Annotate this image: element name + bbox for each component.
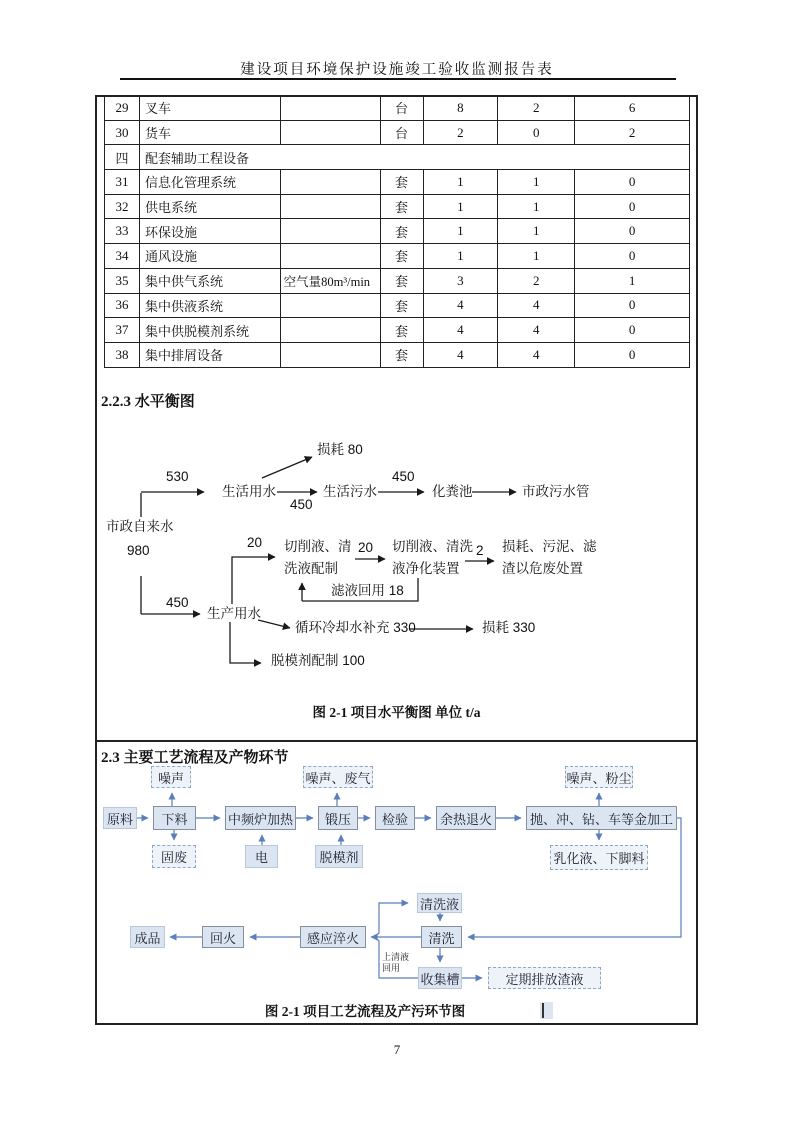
table-cell: 1 [423,194,498,219]
table-cell: 34 [105,244,140,269]
header-divider [120,78,676,80]
water-node-loss-80: 损耗 80 [317,442,363,457]
table-cell: 0 [575,293,690,318]
process-node-inspection: 检验 [375,806,415,830]
water-node-production-water: 生产用水 [207,606,261,621]
table-cell [280,293,380,318]
process-diagram-caption: 图 2-1 项目工艺流程及产污环节图 [264,1004,466,1019]
table-cell: 四 [105,145,140,170]
table-cell: 4 [423,318,498,343]
table-cell [280,244,380,269]
line2: 液净化装置 [392,561,460,576]
table-row [105,194,690,219]
table-cell: 0 [498,120,575,145]
page-number: 7 [393,1042,401,1057]
table-cell: 1 [498,194,575,219]
table-cell: 台 [380,96,423,121]
table-cell [280,194,380,219]
process-node-periodic-discharge: 定期排放渣液 [488,967,601,989]
process-node-noise-gas: 噪声、废气 [303,766,373,788]
process-node-tempering: 回火 [202,926,244,948]
water-node-cutting-fluid-prep [284,536,352,580]
table-cell: 38 [105,342,140,367]
table-cell: 1 [498,219,575,244]
water-flow-450-production: 450 [166,595,189,610]
table-cell: 29 [105,96,140,121]
table-cell: 集中排屑设备 [139,342,280,367]
table-row [105,96,690,121]
table-cell: 4 [423,342,498,367]
table-cell: 环保设施 [139,219,280,244]
table-cell: 套 [380,194,423,219]
table-cell: 空气量80m³/min [280,268,380,293]
process-node-solid-waste: 固废 [152,845,196,868]
process-node-noise: 噪声 [151,766,191,788]
water-node-septic-tank: 化粪池 [432,484,473,499]
process-node-cleaning-fluid: 清洗液 [417,893,462,913]
table-cell: 套 [380,268,423,293]
process-node-induction-quenching: 感应淬火 [300,926,366,948]
table-cell [280,342,380,367]
table-cell: 1 [423,244,498,269]
equipment-table-body [105,96,690,368]
table-cell: 集中供气系统 [139,268,280,293]
table-cell: 套 [380,293,423,318]
water-flow-450-sewage: 450 [290,497,313,512]
table-cell: 套 [380,219,423,244]
process-node-electricity: 电 [245,845,278,868]
process-node-raw-material: 原料 [103,807,137,829]
table-cell: 套 [380,342,423,367]
table-cell: 4 [498,318,575,343]
water-node-cooling-makeup-330: 循环冷却水补充 330 [295,620,416,635]
table-row [105,318,690,343]
water-node-loss-330: 损耗 330 [482,620,536,635]
process-node-emulsion-scrap: 乳化液、下脚料 [550,845,648,870]
text-cursor-artifact [540,1002,553,1019]
water-flow-20-purify: 20 [358,540,374,555]
table-cell: 35 [105,268,140,293]
table-cell: 集中供脱模剂系统 [139,318,280,343]
table-cell: 2 [498,96,575,121]
table-cell [280,219,380,244]
line1: 上清液 [382,952,410,962]
process-node-forging: 锻压 [318,806,358,830]
table-cell: 36 [105,293,140,318]
table-cell: 4 [498,293,575,318]
table-cell: 套 [380,318,423,343]
process-node-metal-machining: 抛、冲、钻、车等金加工 [526,806,677,830]
table-cell: 8 [423,96,498,121]
table-cell [280,318,380,343]
water-flow-20-prep: 20 [247,535,263,550]
process-node-annealing: 余热退火 [436,806,496,830]
table-cell: 1 [498,170,575,195]
table-cell: 供电系统 [139,194,280,219]
water-node-domestic-water: 生活用水 [222,484,276,499]
process-label-supernatant-reuse [382,952,409,974]
water-diagram-caption: 图 2-1 项目水平衡图 单位 t/a [312,705,481,720]
table-cell: 集中供液系统 [139,293,280,318]
line1: 切削液、清洗 [392,539,473,554]
water-node-municipal-sewer: 市政污水管 [522,484,590,499]
table-cell: 0 [575,194,690,219]
table-cell: 货车 [139,120,280,145]
water-node-hazardous-waste [502,536,597,580]
table-cell: 信息化管理系统 [139,170,280,195]
table-cell: 0 [575,342,690,367]
table-cell: 配套辅助工程设备 [139,145,689,170]
table-cell: 37 [105,318,140,343]
process-node-cutting: 下料 [153,806,196,830]
table-cell: 30 [105,120,140,145]
table-row [105,268,690,293]
water-value-980: 980 [127,543,150,558]
process-node-collection-tank: 收集槽 [418,967,462,989]
table-cell: 0 [575,219,690,244]
table-row [105,219,690,244]
water-node-municipal-water: 市政自来水 [106,519,174,534]
table-cell: 1 [423,170,498,195]
line2: 渣以危废处置 [502,561,583,576]
table-cell: 31 [105,170,140,195]
table-cell: 套 [380,244,423,269]
table-row [105,120,690,145]
process-node-release-agent: 脱模剂 [315,845,363,868]
table-cell: 6 [575,96,690,121]
table-cell: 套 [380,170,423,195]
table-cell [280,96,380,121]
water-flow-450-septic: 450 [392,469,415,484]
line1: 切削液、清 [284,539,352,554]
water-flow-filtrate-reuse-18: 滤液回用 18 [331,583,404,598]
section-heading-process-flow: 2.3 主要工艺流程及产物环节 [101,750,289,766]
table-cell: 叉车 [139,96,280,121]
process-node-cleaning: 清洗 [421,926,462,948]
table-cell: 2 [498,268,575,293]
table-cell: 通风设施 [139,244,280,269]
table-cell: 0 [575,170,690,195]
table-cell: 32 [105,194,140,219]
table-cell [280,170,380,195]
water-node-domestic-sewage: 生活污水 [323,484,377,499]
table-cell: 33 [105,219,140,244]
water-node-release-agent-prep-100: 脱模剂配制 100 [271,653,365,668]
table-cell: 1 [575,268,690,293]
section-heading-water-balance: 2.2.3 水平衡图 [101,394,195,410]
table-cell [280,120,380,145]
process-node-noise-dust: 噪声、粉尘 [565,766,633,788]
table-row [105,293,690,318]
table-row [105,244,690,269]
equipment-table [104,95,690,368]
table-cell: 0 [575,244,690,269]
process-node-furnace-heating: 中频炉加热 [225,806,296,830]
water-node-purification-unit [392,536,473,580]
water-flow-2: 2 [476,543,484,558]
water-flow-530: 530 [166,469,189,484]
table-cell: 1 [498,244,575,269]
process-node-finished-product: 成品 [130,926,165,948]
table-cell: 4 [423,293,498,318]
line2: 回用 [382,963,401,973]
line1: 损耗、污泥、滤 [502,539,597,554]
table-cell: 台 [380,120,423,145]
table-cell: 2 [423,120,498,145]
table-cell: 2 [575,120,690,145]
table-row [105,342,690,367]
table-cell: 4 [498,342,575,367]
line2: 洗液配制 [284,561,338,576]
document-header-title: 建设项目环境保护设施竣工验收监测报告表 [240,62,554,78]
table-cell: 3 [423,268,498,293]
table-row [105,170,690,195]
table-cell: 0 [575,318,690,343]
table-cell: 1 [423,219,498,244]
table-row [105,145,690,170]
